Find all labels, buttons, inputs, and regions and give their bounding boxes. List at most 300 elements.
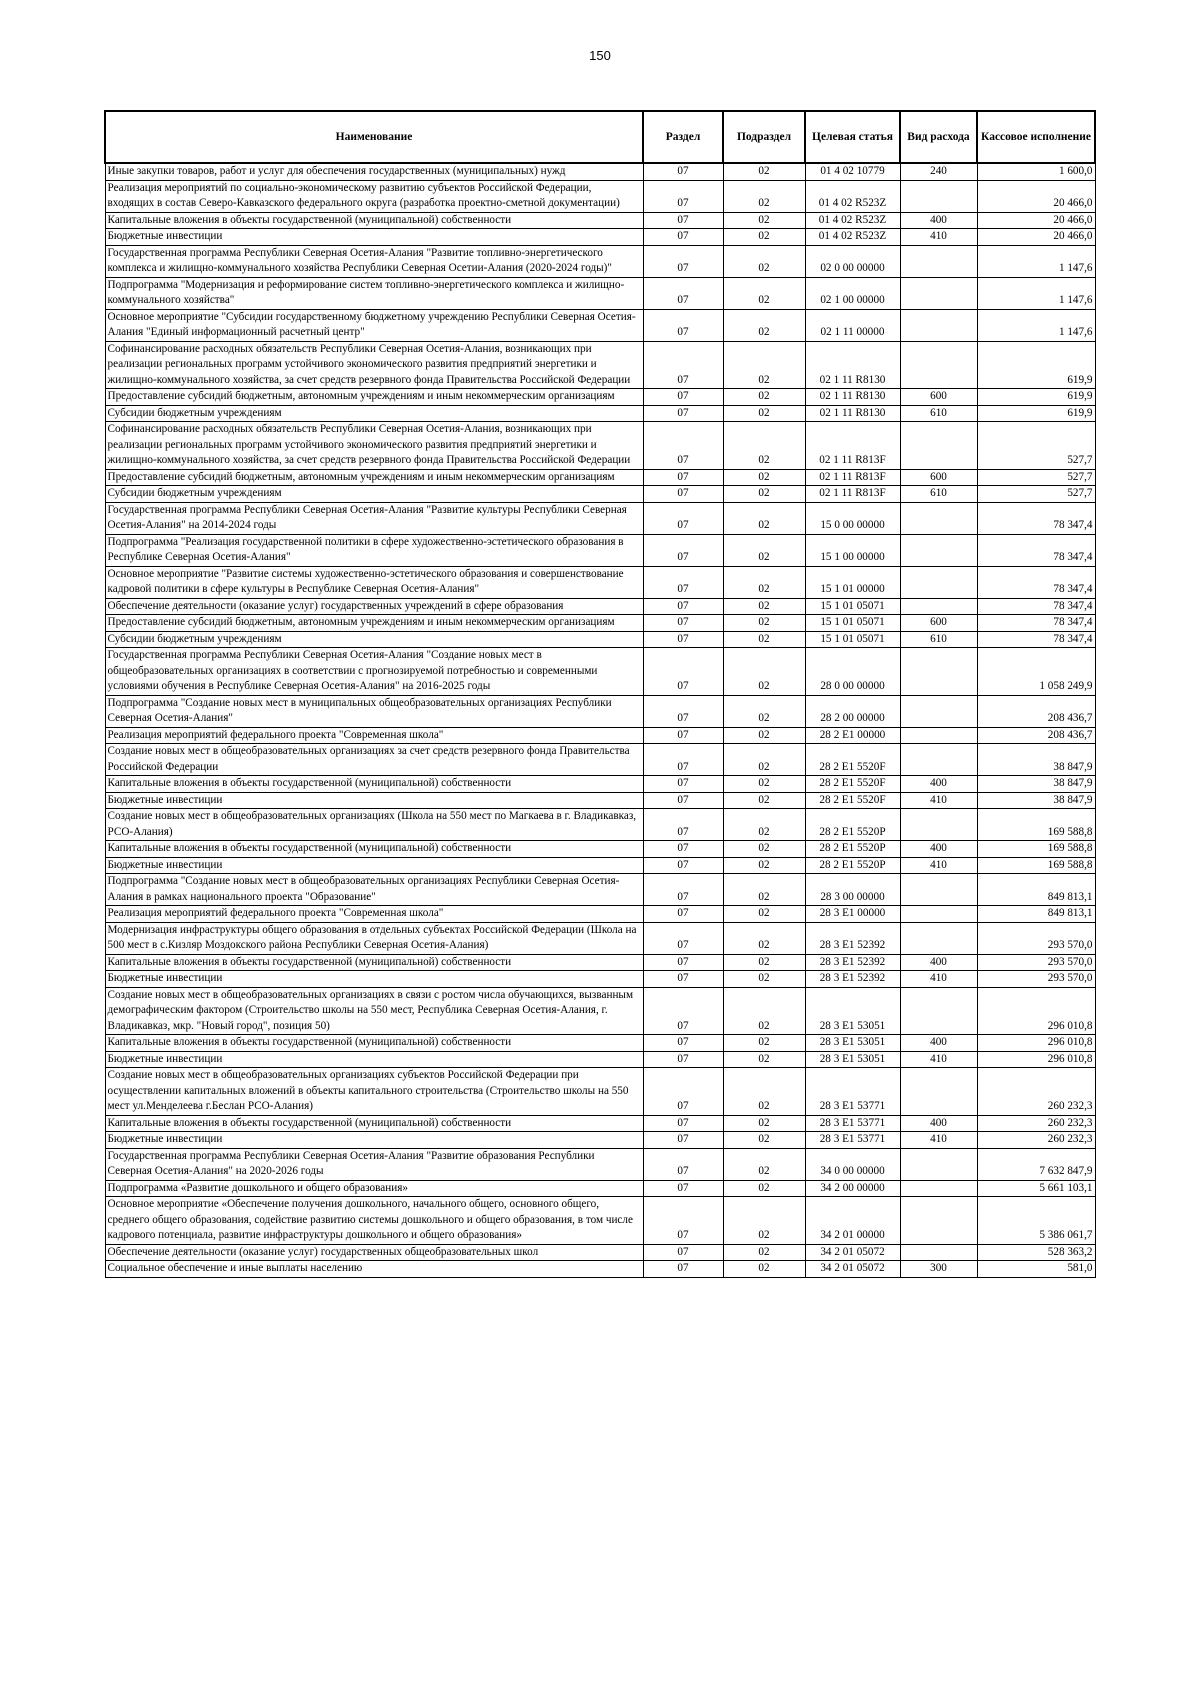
table-row (105, 1197, 1095, 1245)
cell-subsection: 02 (723, 841, 805, 858)
cell-expense-type (900, 341, 977, 389)
table-row (105, 857, 1095, 874)
cell-name: Государственная программа Республики Северная Осетия-Алания "Создание новых мест в общеобразовательных организациях в соответствии с прогнозируемой потребностью и современными условиями обучения в Республике Северная Осетия-Алания" на 2016-2025 годы (105, 648, 643, 696)
cell-expense-type: 400 (900, 212, 977, 229)
cell-expense-type (900, 277, 977, 309)
cell-name: Модернизация инфраструктуры общего образования в отдельных субъектах Российской Федерации (Школа на 500 мест в с.Кизляр Моздокского района Республики Северная Осетия-Алания) (105, 922, 643, 954)
cell-subsection: 02 (723, 1051, 805, 1068)
cell-section: 07 (643, 744, 723, 776)
cell-name: Субсидии бюджетным учреждениям (105, 486, 643, 503)
cell-expense-type (900, 566, 977, 598)
cell-section: 07 (643, 987, 723, 1035)
cell-expense-type (900, 1197, 977, 1245)
cell-execution: 260 232,3 (977, 1068, 1095, 1116)
cell-section: 07 (643, 180, 723, 212)
cell-expense-type (900, 987, 977, 1035)
cell-name: Софинансирование расходных обязательств Республики Северная Осетия-Алания, возникающих при реализации региональных программ устойчивого экономического развития предприятий энергетики и жилищно-коммунального хозяйства, за счет средств резервного фонда Правительства Российской Федерации (105, 341, 643, 389)
cell-section: 07 (643, 1261, 723, 1278)
cell-expense-type: 410 (900, 1132, 977, 1149)
cell-execution: 527,7 (977, 486, 1095, 503)
cell-subsection: 02 (723, 486, 805, 503)
cell-execution: 208 436,7 (977, 695, 1095, 727)
cell-execution: 208 436,7 (977, 727, 1095, 744)
cell-expense-type: 400 (900, 954, 977, 971)
cell-subsection: 02 (723, 727, 805, 744)
cell-target-article: 28 2 E1 5520F (805, 744, 900, 776)
cell-expense-type (900, 695, 977, 727)
cell-section: 07 (643, 422, 723, 470)
cell-subsection: 02 (723, 1261, 805, 1278)
cell-name: Государственная программа Республики Северная Осетия-Алания "Развитие топливно-энергетического комплекса и жилищно-коммунального хозяйства Республики Северная Осетии-Алания (2020-2024 годы)" (105, 245, 643, 277)
cell-section: 07 (643, 1180, 723, 1197)
cell-expense-type (900, 1244, 977, 1261)
cell-name: Обеспечение деятельности (оказание услуг) государственных учреждений в сфере образования (105, 598, 643, 615)
cell-target-article: 28 3 E1 52392 (805, 922, 900, 954)
cell-expense-type (900, 809, 977, 841)
table-row (105, 874, 1095, 906)
cell-execution: 528 363,2 (977, 1244, 1095, 1261)
cell-section: 07 (643, 1148, 723, 1180)
cell-section: 07 (643, 534, 723, 566)
cell-name: Капитальные вложения в объекты государственной (муниципальной) собственности (105, 1035, 643, 1052)
cell-expense-type: 400 (900, 1035, 977, 1052)
table-row (105, 906, 1095, 923)
table-row (105, 954, 1095, 971)
cell-name: Основное мероприятие "Субсидии государственному бюджетному учреждению Республики Северная Осетия-Алания "Единый информационный расчетный центр" (105, 309, 643, 341)
cell-name: Капитальные вложения в объекты государственной (муниципальной) собственности (105, 841, 643, 858)
cell-expense-type: 600 (900, 389, 977, 406)
table-header-row (105, 111, 1095, 163)
cell-subsection: 02 (723, 277, 805, 309)
cell-subsection: 02 (723, 744, 805, 776)
cell-expense-type (900, 598, 977, 615)
cell-target-article: 01 4 02 R523Z (805, 229, 900, 246)
table-row (105, 277, 1095, 309)
cell-target-article: 28 2 E1 00000 (805, 727, 900, 744)
cell-section: 07 (643, 1068, 723, 1116)
cell-name: Подпрограмма "Создание новых мест в муниципальных общеобразовательных организациях Республики Северная Осетия-Алания" (105, 695, 643, 727)
cell-execution: 581,0 (977, 1261, 1095, 1278)
cell-execution: 78 347,4 (977, 598, 1095, 615)
cell-target-article: 28 3 E1 53051 (805, 1051, 900, 1068)
cell-execution: 5 386 061,7 (977, 1197, 1095, 1245)
cell-expense-type: 600 (900, 469, 977, 486)
cell-execution: 169 588,8 (977, 841, 1095, 858)
cell-expense-type: 410 (900, 792, 977, 809)
header-section: Раздел (643, 111, 723, 163)
cell-expense-type: 410 (900, 229, 977, 246)
cell-expense-type: 410 (900, 971, 977, 988)
cell-name: Подпрограмма "Модернизация и реформирование систем топливно-энергетического комплекса и жилищно-коммунального хозяйства" (105, 277, 643, 309)
table-row (105, 502, 1095, 534)
cell-target-article: 28 3 00 00000 (805, 874, 900, 906)
table-row (105, 405, 1095, 422)
cell-expense-type (900, 1148, 977, 1180)
header-expense-type: Вид расхода (900, 111, 977, 163)
table-row (105, 776, 1095, 793)
table-row (105, 534, 1095, 566)
cell-execution: 78 347,4 (977, 631, 1095, 648)
cell-subsection: 02 (723, 422, 805, 470)
cell-subsection: 02 (723, 534, 805, 566)
table-row (105, 987, 1095, 1035)
cell-section: 07 (643, 841, 723, 858)
header-execution: Кассовое исполнение (977, 111, 1095, 163)
table-row (105, 631, 1095, 648)
cell-execution: 1 147,6 (977, 309, 1095, 341)
table-row (105, 727, 1095, 744)
cell-name: Создание новых мест в общеобразовательных организациях субъектов Российской Федерации при осуществлении капитальных вложений в объекты капитального строительства (Строительство школы на 550 мест ул.Менделеева г.Беслан РСО-Алания) (105, 1068, 643, 1116)
table-row (105, 229, 1095, 246)
cell-name: Субсидии бюджетным учреждениям (105, 631, 643, 648)
cell-subsection: 02 (723, 906, 805, 923)
cell-execution: 260 232,3 (977, 1132, 1095, 1149)
cell-target-article: 15 1 00 00000 (805, 534, 900, 566)
cell-section: 07 (643, 277, 723, 309)
cell-expense-type: 300 (900, 1261, 977, 1278)
cell-name: Государственная программа Республики Северная Осетия-Алания "Развитие образования Республики Северная Осетия-Алания" на 2020-2026 годы (105, 1148, 643, 1180)
cell-target-article: 34 2 01 05072 (805, 1261, 900, 1278)
cell-execution: 296 010,8 (977, 987, 1095, 1035)
cell-execution: 78 347,4 (977, 502, 1095, 534)
cell-execution: 296 010,8 (977, 1035, 1095, 1052)
cell-section: 07 (643, 809, 723, 841)
cell-section: 07 (643, 631, 723, 648)
cell-section: 07 (643, 1035, 723, 1052)
cell-section: 07 (643, 405, 723, 422)
cell-section: 07 (643, 163, 723, 180)
cell-execution: 1 600,0 (977, 163, 1095, 180)
cell-expense-type: 410 (900, 1051, 977, 1068)
cell-expense-type (900, 309, 977, 341)
table-row (105, 792, 1095, 809)
cell-target-article: 34 2 00 00000 (805, 1180, 900, 1197)
cell-target-article: 02 1 11 00000 (805, 309, 900, 341)
cell-name: Подпрограмма "Создание новых мест в общеобразовательных организациях Республики Северная Осетия-Алания в рамках национального проекта "Образование" (105, 874, 643, 906)
cell-subsection: 02 (723, 987, 805, 1035)
cell-expense-type (900, 422, 977, 470)
cell-execution: 38 847,9 (977, 744, 1095, 776)
cell-expense-type: 410 (900, 857, 977, 874)
table-row (105, 1115, 1095, 1132)
cell-name: Социальное обеспечение и иные выплаты населению (105, 1261, 643, 1278)
table-row (105, 486, 1095, 503)
cell-target-article: 02 1 11 R813F (805, 469, 900, 486)
cell-execution: 293 570,0 (977, 971, 1095, 988)
table-row (105, 163, 1095, 180)
budget-table (104, 110, 1096, 1278)
cell-target-article: 28 3 E1 53771 (805, 1068, 900, 1116)
cell-execution: 20 466,0 (977, 212, 1095, 229)
cell-subsection: 02 (723, 954, 805, 971)
table-row (105, 1132, 1095, 1149)
cell-subsection: 02 (723, 502, 805, 534)
table-row (105, 469, 1095, 486)
cell-expense-type (900, 906, 977, 923)
table-row (105, 1148, 1095, 1180)
cell-execution: 527,7 (977, 469, 1095, 486)
cell-name: Бюджетные инвестиции (105, 857, 643, 874)
cell-section: 07 (643, 212, 723, 229)
cell-section: 07 (643, 469, 723, 486)
table-row (105, 309, 1095, 341)
cell-name: Субсидии бюджетным учреждениям (105, 405, 643, 422)
cell-section: 07 (643, 922, 723, 954)
cell-target-article: 28 3 E1 53051 (805, 1035, 900, 1052)
cell-expense-type: 610 (900, 486, 977, 503)
cell-subsection: 02 (723, 389, 805, 406)
cell-subsection: 02 (723, 792, 805, 809)
cell-section: 07 (643, 486, 723, 503)
cell-section: 07 (643, 727, 723, 744)
cell-expense-type: 600 (900, 615, 977, 632)
cell-target-article: 02 0 00 00000 (805, 245, 900, 277)
page-number: 150 (589, 48, 611, 63)
cell-expense-type (900, 922, 977, 954)
cell-subsection: 02 (723, 598, 805, 615)
cell-section: 07 (643, 776, 723, 793)
cell-expense-type (900, 727, 977, 744)
cell-target-article: 34 2 01 00000 (805, 1197, 900, 1245)
cell-subsection: 02 (723, 212, 805, 229)
table-row (105, 1035, 1095, 1052)
cell-execution: 527,7 (977, 422, 1095, 470)
cell-execution: 619,9 (977, 341, 1095, 389)
cell-name: Реализация мероприятий федерального проекта "Современная школа" (105, 727, 643, 744)
cell-execution: 5 661 103,1 (977, 1180, 1095, 1197)
table-row (105, 971, 1095, 988)
cell-target-article: 28 2 E1 5520P (805, 809, 900, 841)
cell-expense-type: 400 (900, 776, 977, 793)
cell-subsection: 02 (723, 1197, 805, 1245)
cell-subsection: 02 (723, 1132, 805, 1149)
cell-target-article: 02 1 11 R813F (805, 422, 900, 470)
cell-execution: 38 847,9 (977, 776, 1095, 793)
table-row (105, 922, 1095, 954)
cell-expense-type: 400 (900, 1115, 977, 1132)
cell-execution: 169 588,8 (977, 809, 1095, 841)
cell-execution: 78 347,4 (977, 615, 1095, 632)
table-row (105, 212, 1095, 229)
cell-name: Реализация мероприятий по социально-экономическому развитию субъектов Российской Федерации, входящих в состав Северо-Кавказского федерального округа (разработка проектно-сметной документации) (105, 180, 643, 212)
cell-name: Создание новых мест в общеобразовательных организациях (Школа на 550 мест по Магкаева в г. Владикавказ, РСО-Алания) (105, 809, 643, 841)
cell-execution: 20 466,0 (977, 180, 1095, 212)
cell-execution: 1 147,6 (977, 245, 1095, 277)
cell-section: 07 (643, 245, 723, 277)
cell-subsection: 02 (723, 180, 805, 212)
cell-target-article: 15 1 01 05071 (805, 631, 900, 648)
cell-execution: 1 058 249,9 (977, 648, 1095, 696)
table-row (105, 598, 1095, 615)
cell-subsection: 02 (723, 874, 805, 906)
cell-name: Основное мероприятие "Развитие системы художественно-эстетического образования и совершенствование кадровой политики в сфере культуры в Республике Северная Осетия-Алания" (105, 566, 643, 598)
cell-subsection: 02 (723, 776, 805, 793)
cell-name: Бюджетные инвестиции (105, 792, 643, 809)
cell-name: Государственная программа Республики Северная Осетия-Алания "Развитие культуры Республики Северная Осетия-Алания" на 2014-2024 годы (105, 502, 643, 534)
cell-target-article: 01 4 02 R523Z (805, 212, 900, 229)
cell-subsection: 02 (723, 857, 805, 874)
cell-subsection: 02 (723, 469, 805, 486)
cell-target-article: 02 1 11 R813F (805, 486, 900, 503)
table-row (105, 341, 1095, 389)
cell-execution: 78 347,4 (977, 566, 1095, 598)
cell-subsection: 02 (723, 1180, 805, 1197)
cell-section: 07 (643, 1132, 723, 1149)
cell-target-article: 28 3 E1 53771 (805, 1132, 900, 1149)
cell-target-article: 15 0 00 00000 (805, 502, 900, 534)
cell-execution: 7 632 847,9 (977, 1148, 1095, 1180)
table-row (105, 389, 1095, 406)
cell-subsection: 02 (723, 163, 805, 180)
cell-name: Капитальные вложения в объекты государственной (муниципальной) собственности (105, 212, 643, 229)
cell-expense-type: 610 (900, 405, 977, 422)
cell-expense-type (900, 1180, 977, 1197)
cell-subsection: 02 (723, 229, 805, 246)
header-name: Наименование (105, 111, 643, 163)
cell-subsection: 02 (723, 309, 805, 341)
cell-subsection: 02 (723, 971, 805, 988)
cell-subsection: 02 (723, 341, 805, 389)
table-row (105, 1261, 1095, 1278)
cell-execution: 38 847,9 (977, 792, 1095, 809)
cell-expense-type (900, 1068, 977, 1116)
cell-expense-type (900, 744, 977, 776)
cell-expense-type (900, 245, 977, 277)
cell-name: Основное мероприятие «Обеспечение получения дошкольного, начального общего, основного общего, среднего общего образования, содействие развитию системы дошкольного и общего образования, в том числе кадрового потенциала, развитие инфраструктуры дошкольного и общего образования» (105, 1197, 643, 1245)
cell-section: 07 (643, 695, 723, 727)
cell-target-article: 28 3 E1 53051 (805, 987, 900, 1035)
cell-target-article: 28 2 E1 5520P (805, 841, 900, 858)
cell-name: Создание новых мест в общеобразовательных организациях в связи с ростом числа обучающихся, вызванным демографическим фактором (Строительство школы на 550 мест, Республика Северная Осетия-Алания, г. Владикавказ, мкр. "Новый город", позиция 50) (105, 987, 643, 1035)
cell-section: 07 (643, 954, 723, 971)
cell-name: Капитальные вложения в объекты государственной (муниципальной) собственности (105, 954, 643, 971)
cell-target-article: 15 1 01 05071 (805, 598, 900, 615)
header-target-article: Целевая статья (805, 111, 900, 163)
cell-execution: 293 570,0 (977, 922, 1095, 954)
cell-name: Подпрограмма "Реализация государственной политики в сфере художественно-эстетического образования в Республике Северная Осетия-Алания" (105, 534, 643, 566)
cell-section: 07 (643, 1197, 723, 1245)
cell-name: Капитальные вложения в объекты государственной (муниципальной) собственности (105, 776, 643, 793)
cell-target-article: 34 2 01 05072 (805, 1244, 900, 1261)
cell-target-article: 28 2 E1 5520P (805, 857, 900, 874)
cell-subsection: 02 (723, 1244, 805, 1261)
cell-execution: 20 466,0 (977, 229, 1095, 246)
cell-section: 07 (643, 792, 723, 809)
cell-name: Предоставление субсидий бюджетным, автономным учреждениям и иным некоммерческим организациям (105, 389, 643, 406)
table-row (105, 695, 1095, 727)
cell-execution: 296 010,8 (977, 1051, 1095, 1068)
cell-target-article: 28 3 E1 00000 (805, 906, 900, 923)
table-row (105, 744, 1095, 776)
cell-name: Бюджетные инвестиции (105, 1132, 643, 1149)
cell-target-article: 02 1 11 R8130 (805, 389, 900, 406)
cell-target-article: 02 1 11 R8130 (805, 341, 900, 389)
table-row (105, 841, 1095, 858)
cell-name: Бюджетные инвестиции (105, 229, 643, 246)
cell-target-article: 28 3 E1 52392 (805, 971, 900, 988)
cell-subsection: 02 (723, 405, 805, 422)
cell-expense-type: 400 (900, 841, 977, 858)
cell-expense-type (900, 502, 977, 534)
cell-subsection: 02 (723, 1035, 805, 1052)
cell-subsection: 02 (723, 245, 805, 277)
cell-section: 07 (643, 229, 723, 246)
cell-subsection: 02 (723, 695, 805, 727)
cell-name: Предоставление субсидий бюджетным, автономным учреждениям и иным некоммерческим организациям (105, 469, 643, 486)
cell-section: 07 (643, 566, 723, 598)
cell-section: 07 (643, 309, 723, 341)
cell-execution: 260 232,3 (977, 1115, 1095, 1132)
cell-section: 07 (643, 906, 723, 923)
cell-section: 07 (643, 971, 723, 988)
cell-target-article: 02 1 00 00000 (805, 277, 900, 309)
cell-target-article: 28 3 E1 53771 (805, 1115, 900, 1132)
cell-name: Подпрограмма «Развитие дошкольного и общего образования» (105, 1180, 643, 1197)
cell-section: 07 (643, 648, 723, 696)
cell-section: 07 (643, 1244, 723, 1261)
cell-subsection: 02 (723, 615, 805, 632)
cell-subsection: 02 (723, 1148, 805, 1180)
cell-name: Предоставление субсидий бюджетным, автономным учреждениям и иным некоммерческим организациям (105, 615, 643, 632)
cell-execution: 849 813,1 (977, 874, 1095, 906)
cell-target-article: 34 0 00 00000 (805, 1148, 900, 1180)
cell-name: Иные закупки товаров, работ и услуг для обеспечения государственных (муниципальных) нужд (105, 163, 643, 180)
table-row (105, 422, 1095, 470)
cell-target-article: 15 1 01 05071 (805, 615, 900, 632)
cell-expense-type (900, 180, 977, 212)
cell-execution: 619,9 (977, 389, 1095, 406)
table-row (105, 245, 1095, 277)
cell-name: Бюджетные инвестиции (105, 971, 643, 988)
cell-subsection: 02 (723, 566, 805, 598)
cell-section: 07 (643, 1051, 723, 1068)
cell-section: 07 (643, 857, 723, 874)
cell-target-article: 01 4 02 R523Z (805, 180, 900, 212)
cell-name: Реализация мероприятий федерального проекта "Современная школа" (105, 906, 643, 923)
table-row (105, 1180, 1095, 1197)
cell-expense-type (900, 648, 977, 696)
cell-target-article: 28 3 E1 52392 (805, 954, 900, 971)
cell-subsection: 02 (723, 809, 805, 841)
cell-name: Софинансирование расходных обязательств Республики Северная Осетия-Алания, возникающих при реализации региональных программ устойчивого экономического развития предприятий энергетики и жилищно-коммунального хозяйства, за счет средств резервного фонда Правительства Российской Федерации (105, 422, 643, 470)
cell-execution: 293 570,0 (977, 954, 1095, 971)
cell-section: 07 (643, 1115, 723, 1132)
cell-execution: 849 813,1 (977, 906, 1095, 923)
cell-name: Обеспечение деятельности (оказание услуг) государственных общеобразовательных школ (105, 1244, 643, 1261)
table-row (105, 809, 1095, 841)
table-row (105, 180, 1095, 212)
cell-target-article: 01 4 02 10779 (805, 163, 900, 180)
cell-subsection: 02 (723, 1115, 805, 1132)
cell-section: 07 (643, 502, 723, 534)
cell-expense-type (900, 874, 977, 906)
cell-target-article: 28 2 E1 5520F (805, 776, 900, 793)
cell-subsection: 02 (723, 631, 805, 648)
cell-target-article: 28 2 E1 5520F (805, 792, 900, 809)
cell-section: 07 (643, 598, 723, 615)
cell-subsection: 02 (723, 922, 805, 954)
cell-expense-type: 610 (900, 631, 977, 648)
cell-name: Капитальные вложения в объекты государственной (муниципальной) собственности (105, 1115, 643, 1132)
cell-section: 07 (643, 615, 723, 632)
table-row (105, 566, 1095, 598)
table-row (105, 1244, 1095, 1261)
cell-target-article: 02 1 11 R8130 (805, 405, 900, 422)
cell-target-article: 15 1 01 00000 (805, 566, 900, 598)
cell-name: Бюджетные инвестиции (105, 1051, 643, 1068)
cell-section: 07 (643, 874, 723, 906)
table-row (105, 648, 1095, 696)
